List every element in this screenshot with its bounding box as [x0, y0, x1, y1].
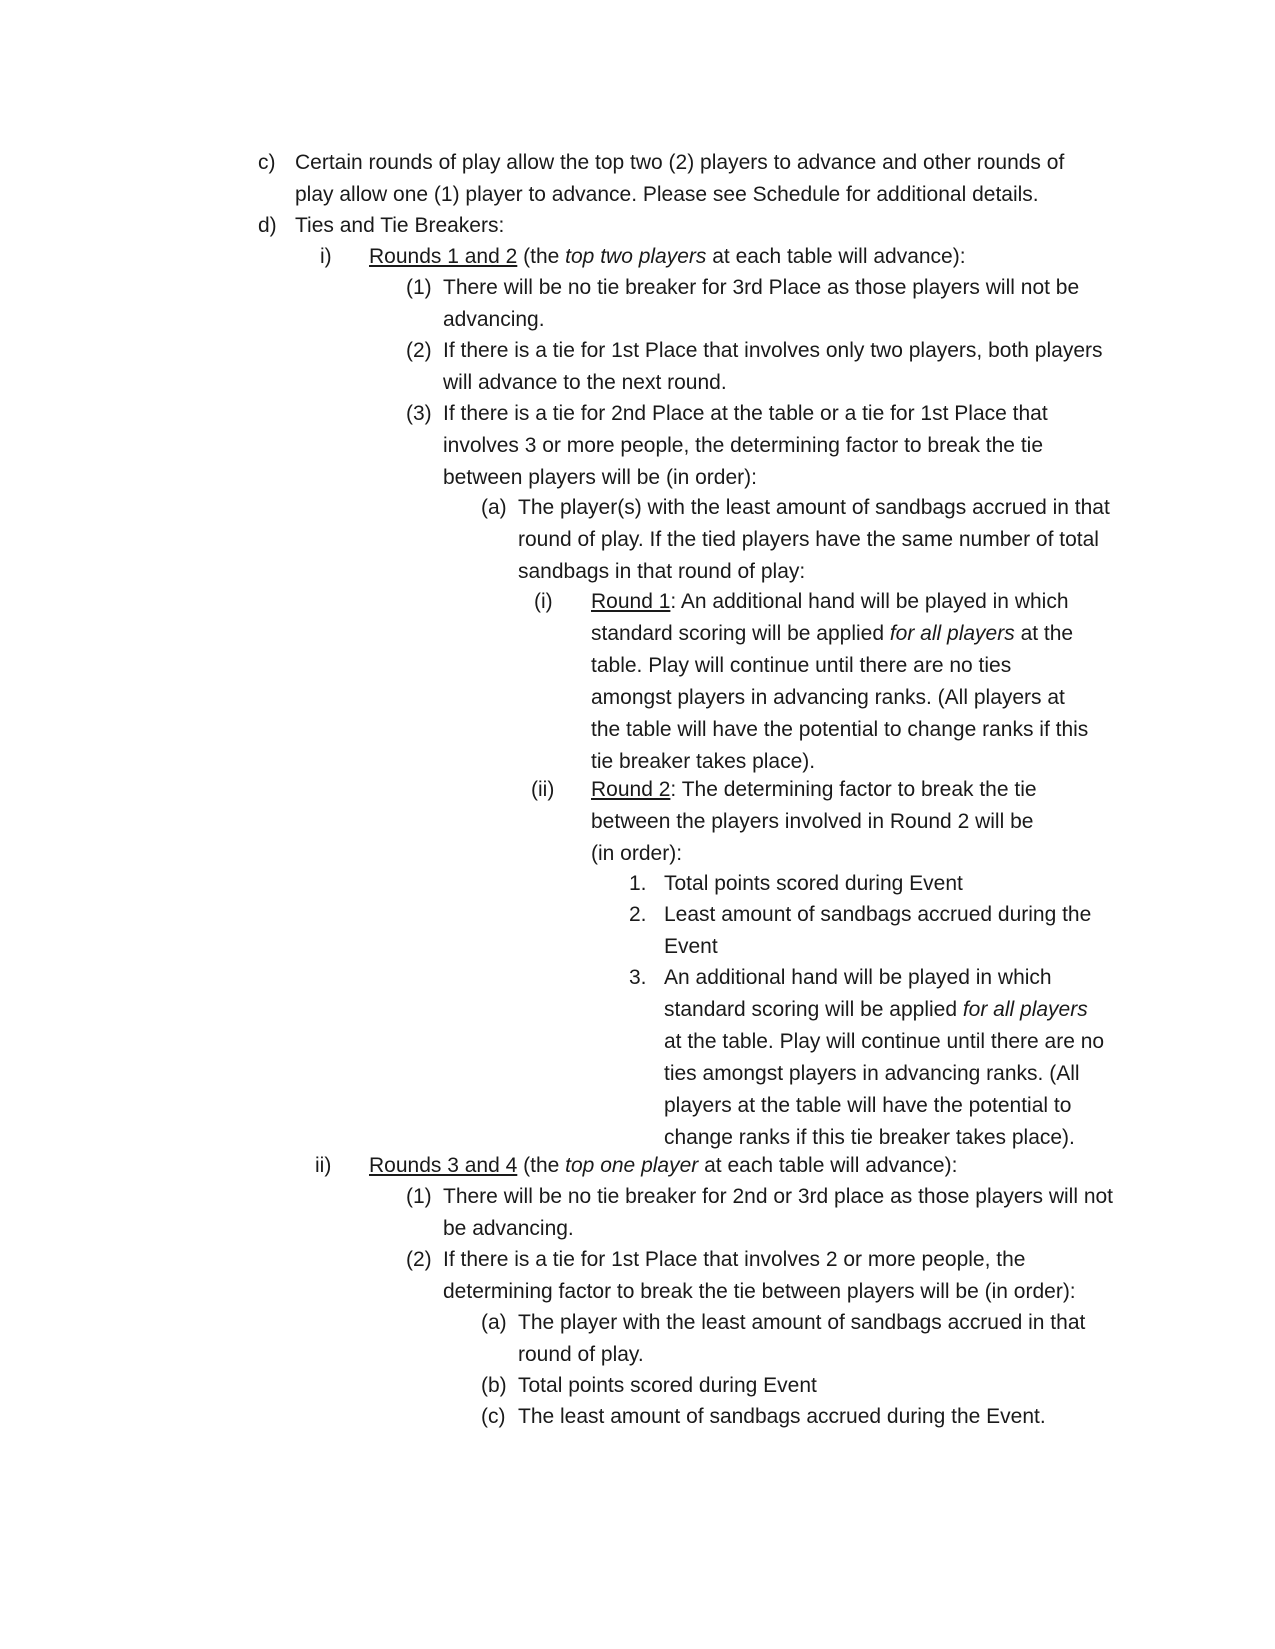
- item-text: The player with the least amount of sandbags accrued in that round of play.: [518, 1311, 1086, 1366]
- item-marker: (1): [406, 276, 432, 299]
- item-text: If there is a tie for 2nd Place at the table or a tie for 1st Place that involves 3 or more people, the determining factor to break the tie between players will be (in order):: [443, 402, 1048, 489]
- item-text: [591, 586, 1091, 778]
- text-run: at the table. Play will continue until there are no ties amongst players in advancing ranks. (All players at the table will have the potential to change ranks if this tie breaker takes place).: [591, 622, 1089, 773]
- item-text: Total points scored during Event: [664, 872, 963, 895]
- item-marker: 1.: [629, 872, 647, 895]
- item-marker: ii): [315, 1154, 332, 1177]
- item-marker: d): [258, 214, 277, 237]
- item-text: If there is a tie for 1st Place that involves 2 or more people, the determining factor to break the tie between players will be (in order):: [443, 1248, 1076, 1303]
- item-text: [369, 241, 1069, 273]
- item-marker: i): [320, 245, 332, 268]
- section-heading: Rounds 3 and 4: [369, 1154, 518, 1177]
- item-text: There will be no tie breaker for 2nd or 3rd place as those players will not be advancing.: [443, 1185, 1114, 1240]
- item-text: There will be no tie breaker for 3rd Place as those players will not be advancing.: [443, 276, 1080, 331]
- item-marker: (b): [481, 1374, 507, 1397]
- item-marker: (a): [481, 1311, 507, 1334]
- text-run: (the: [523, 1154, 566, 1177]
- text-run: at each table will advance):: [706, 245, 966, 268]
- item-marker: (ii): [531, 778, 555, 801]
- item-text: Least amount of sandbags accrued during the Event: [664, 903, 1092, 958]
- emphasis-text: for all players: [889, 622, 1015, 645]
- round-heading: Round 1: [591, 590, 671, 613]
- item-marker: (2): [406, 339, 432, 362]
- item-marker: 2.: [629, 903, 647, 926]
- round-heading: Round 2: [591, 778, 671, 801]
- item-text: If there is a tie for 1st Place that involves only two players, both players will advance to the next round.: [443, 339, 1103, 394]
- text-run: : An additional hand will be played in which standard scoring will be applied: [591, 590, 1069, 645]
- emphasis-text: top two players: [565, 245, 707, 268]
- item-text: [591, 774, 1061, 870]
- item-marker: c): [258, 151, 276, 174]
- item-marker: (3): [406, 402, 432, 425]
- item-text: The least amount of sandbags accrued during the Event.: [518, 1405, 1046, 1428]
- item-marker: 3.: [629, 966, 647, 989]
- text-run: : The determining factor to break the tie between the players involved in Round 2 will be (in order):: [591, 778, 1037, 865]
- item-text: Certain rounds of play allow the top two (2) players to advance and other rounds of play allow one (1) player to advance. Please see Schedule for additional details.: [295, 151, 1065, 206]
- item-marker: (1): [406, 1185, 432, 1208]
- emphasis-text: for all players: [962, 998, 1088, 1021]
- text-run: at the table. Play will continue until there are no ties amongst players in advancing ranks. (All players at the table will have the potential to change ranks if this tie breaker takes place).: [664, 1030, 1105, 1149]
- item-text: [664, 962, 1109, 1154]
- item-marker: (a): [481, 496, 507, 519]
- text-run: An additional hand will be played in which standard scoring will be applied: [664, 966, 1052, 1021]
- item-marker: (2): [406, 1248, 432, 1271]
- section-heading: Rounds 1 and 2: [369, 245, 518, 268]
- item-text: Total points scored during Event: [518, 1374, 817, 1397]
- item-text: The player(s) with the least amount of sandbags accrued in that round of play. If the tied players have the same number of total sandbags in that round of play:: [518, 496, 1110, 583]
- item-text: [369, 1150, 1069, 1182]
- item-marker: (i): [534, 590, 553, 613]
- item-marker: (c): [481, 1405, 506, 1428]
- text-run: at each table will advance):: [698, 1154, 958, 1177]
- text-run: (the: [523, 245, 566, 268]
- emphasis-text: top one player: [565, 1154, 699, 1177]
- item-text: Ties and Tie Breakers:: [295, 214, 505, 237]
